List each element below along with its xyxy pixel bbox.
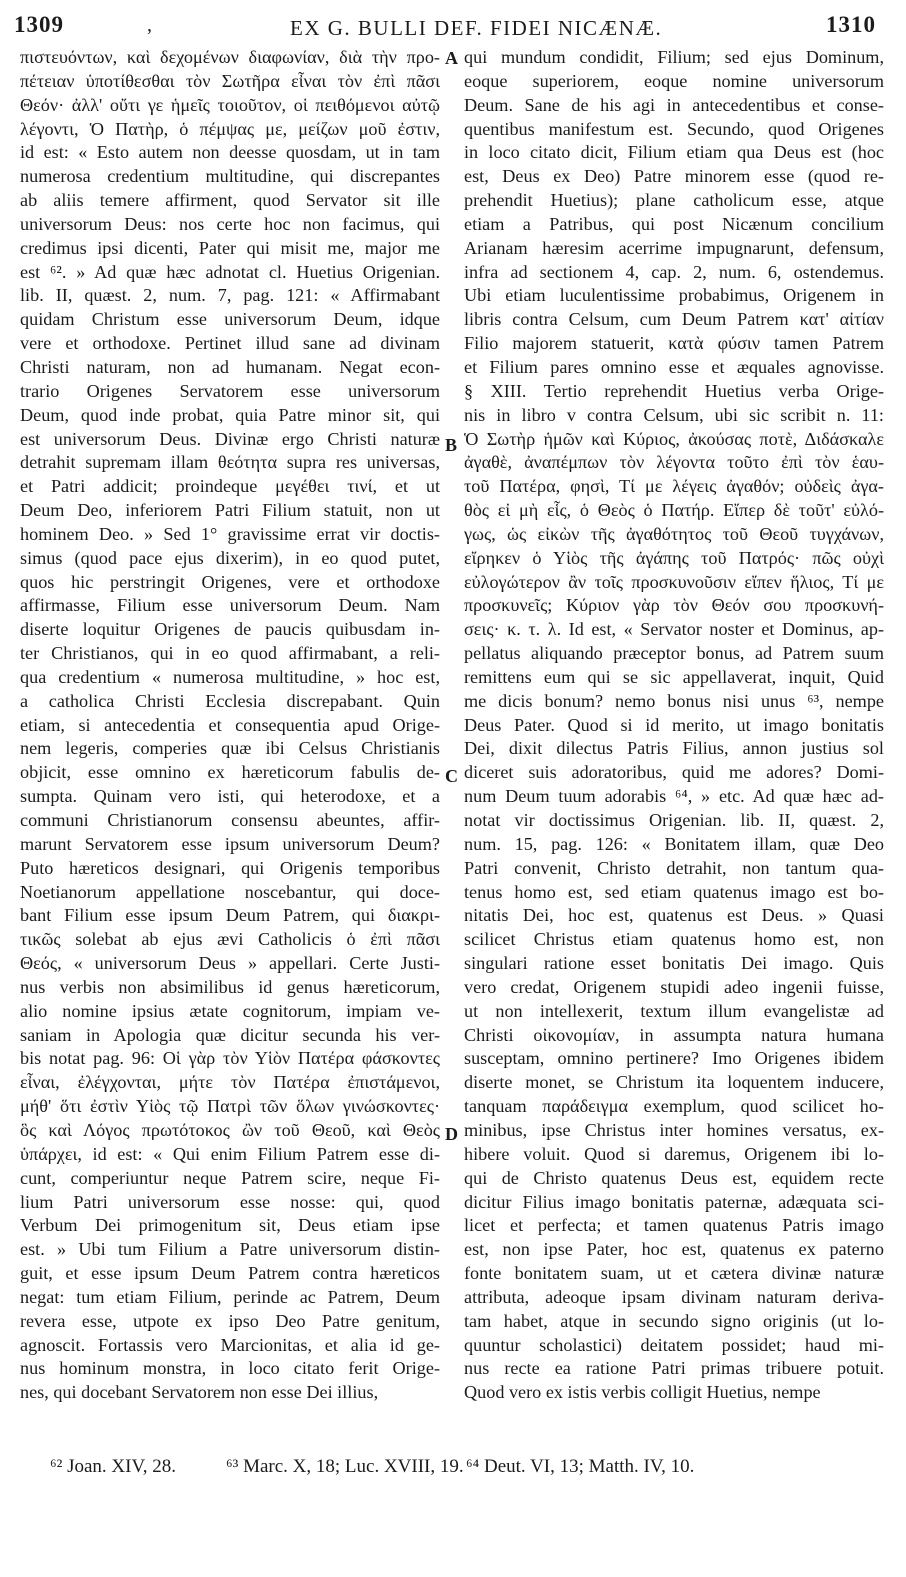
left-column-line: negat: tum etiam Filium, perinde ac Patrem, Deum	[20, 1286, 440, 1307]
left-column-line: qua credentium « numerosa multitudine, » hoc est,	[20, 666, 440, 687]
running-title: EX G. BULLI DEF. FIDEI NICÆNÆ.	[290, 16, 663, 40]
left-column-line: ὃς καὶ Λόγος πρωτότοκος ὢν τοῦ Θεοῦ, καὶ Θεὸς	[20, 1119, 440, 1140]
right-column-line: nitatis Dei, hoc est, quatenus est Deus. » Quasi	[464, 905, 884, 926]
right-column-line: singulari ratione esset bonitatis Dei imago. Quis	[464, 953, 884, 974]
left-column-line: τικῶς solebat ab ejus ævi Catholicis ὁ ἐπὶ πᾶσι	[20, 929, 440, 950]
right-column-line: τοῦ Πατέρα, φησὶ, Τί με λέγεις ἀγαθόν; οὐδεὶς ἀγα-	[464, 476, 884, 497]
left-column-line: diserte loquitur Origenes de paucis quibusdam in-	[20, 619, 440, 640]
right-column-line: remittens eum qui se sic appellaverat, inquit, Quid	[464, 666, 884, 687]
right-column-line: tenus homo est, sed etiam quatenus imago est bo-	[464, 881, 884, 902]
left-column-line: revera esse, utpote ex ipso Deo Patre genitum,	[20, 1310, 440, 1331]
right-column-line: ut non intellexerit, textum illum evangelistæ ad	[464, 1000, 884, 1021]
left-column-line: μήθ' ὅτι ἐστὶν Υἱὸς τῷ Πατρὶ τῶν ὅλων γινώσκοντες·	[20, 1096, 440, 1117]
header-mark: ,	[147, 14, 152, 36]
left-column-line: ab aliis temere affirment, quod Servator sit ille	[20, 190, 440, 211]
left-column-line: trario Origenes Servatorem esse universorum	[20, 380, 440, 401]
left-column-line: a catholica Christi Ecclesia discrepabant. Quin	[20, 690, 440, 711]
right-column-line: Christi οἰκονομίαν, in assumpta natura humana	[464, 1024, 884, 1045]
right-column-line: Patri convenit, Christo detrahit, non tantum qua-	[464, 857, 884, 878]
right-column-line: εἴρηκεν ὁ Υἱὸς τῆς ἀγάπης τοῦ Πατρός· πῶς οὐχὶ	[464, 547, 884, 568]
footnote-62: ⁶² Joan. XIV, 28.	[50, 1456, 176, 1477]
right-column-line: quentibus manifestum est. Secundo, quod Origenes	[464, 118, 884, 139]
right-column-line: qui mundum condidit, Filium; sed ejus Dominum,	[464, 47, 884, 67]
left-column-line: est ⁶². » Ad quæ hæc adnotat cl. Huetius Origenian.	[20, 261, 440, 282]
left-column-line: detrahit supremam illam θεότητα supra res universas,	[20, 452, 440, 473]
margin-letter-d: D	[445, 1124, 458, 1144]
right-column-line: σεις· κ. τ. λ. Id est, « Servator noster et Dominus, ap-	[464, 619, 884, 640]
right-column-line: dicitur Filius imago bonitatis paternæ, adæquata sci-	[464, 1191, 884, 1212]
right-column-line: hibere voluit. Quod si daremus, Origenem ibi lo-	[464, 1143, 884, 1164]
left-column-line: communi Christianorum consensu abeuntes, affir-	[20, 810, 440, 830]
left-column-line: hominem Deo. » Sed 1° gravissime errat vir doctis-	[20, 523, 440, 544]
left-column-line: guit, et esse ipsum Deum Patrem contra hæreticos	[20, 1263, 440, 1284]
right-column-line: eoque superiorem, eoque nomine universorum	[464, 70, 884, 91]
left-column-line: bis notat pag. 96: Οἱ γὰρ τὸν Υἱὸν Πατέρα φάσκοντες	[20, 1048, 440, 1069]
left-column-line: marunt Servatorem esse ipsum universorum Deum?	[20, 833, 440, 854]
left-column-line: objicit, esse omnino ex hæreticorum fabulis de-	[20, 762, 440, 783]
left-column-line: ὑπάρχει, id est: « Qui enim Filium Patrem esse di-	[20, 1143, 440, 1164]
right-column-line: γως, ὡς εἰκὼν τῆς ἀγαθότητος τοῦ Θεοῦ τυγχάνων,	[464, 523, 884, 544]
left-column-line: universorum Deus: nos certe hoc non facimus, qui	[20, 213, 440, 234]
right-column-line: qui de Christo quatenus Deus est, equidem recte	[464, 1167, 884, 1188]
left-column-line: sumpta. Quinam vero isti, qui heterodoxe, et a	[20, 786, 440, 807]
left-column-line: numerosa credentium multitudine, qui discrepantes	[20, 166, 440, 187]
right-column-line: προσκυνεῖς; Κύριον γὰρ τὸν Θεόν σου προσκυνή-	[464, 595, 884, 616]
left-column-line: Verbum Dei primogenitum sit, Deus etiam ipse	[20, 1215, 440, 1236]
right-column-line: Arianam hæresim acerrime impugnarunt, defensum,	[464, 237, 884, 258]
right-column-line: Dei, dixit dilectus Patris Filius, annon justius sol	[464, 738, 884, 759]
right-column-line: minibus, ipse Christus inter homines versatus, ex-	[464, 1119, 884, 1140]
right-column-line: ἀγαθὲ, ἀναπέμπων τὸν λέγοντα τοῦτο ἐπὶ τὸν ἑαυ-	[464, 452, 884, 473]
running-header	[0, 12, 906, 42]
left-column-line: nem legeris, comperies quæ ibi Celsus Christianis	[20, 738, 440, 759]
left-column-line: λέγοντι, Ὁ Πατὴρ, ὁ πέμψας με, μείζων μοῦ ἐστιν,	[20, 118, 440, 139]
right-column-line: nis in libro v contra Celsum, ubi sic scribit n. 11:	[464, 404, 884, 425]
right-column-line: εὐλογώτερον ἂν τοῖς προσκυνοῦσιν εἴπεν ἥλιος, Τί με	[464, 571, 884, 592]
right-column-line: Ὁ Σωτὴρ ἡμῶν καὶ Κύριος, ἀκούσας ποτὲ, Διδάσκαλε	[464, 428, 884, 449]
left-column-line: εἶναι, ἐλέγχονται, μήτε τὸν Πατέρα ἐπιστάμενοι,	[20, 1072, 440, 1093]
right-column-line: pellatus aliquando præceptor bonus, ad Patrem suum	[464, 643, 884, 664]
left-column-line: quos hic perstringit Origenes, vere et orthodoxe	[20, 571, 440, 592]
left-column-line: πιστευόντων, καὶ δεχομένων διαφωνίαν, διὰ τὴν προ-	[20, 47, 440, 67]
left-column-line: etiam, si antecedentia et consequentia apud Orige-	[20, 714, 440, 735]
left-column-line: Deum, quod inde probat, quia Patre minor sit, qui	[20, 404, 440, 425]
page-number-left: 1309	[14, 12, 64, 37]
margin-letter-b: B	[445, 435, 458, 455]
right-column-line: nus recte ea ratione Patri primas tribuere potuit.	[464, 1358, 884, 1379]
left-column-line: πέτειαν ὑποτίθεσθαι τὸν Σωτῆρα εἶναι τὸν ἐπὶ πᾶσι	[20, 70, 440, 91]
left-column-line: quidam Christum esse universorum Deum, idque	[20, 309, 440, 330]
left-column-line: nes, qui docebant Servatorem non esse Dei illius,	[20, 1382, 379, 1403]
right-column-line: est, Deus ex Deo) Patre minorem esse (quod re-	[464, 166, 884, 187]
left-column-line: nus verbis non absimilibus id genus hæreticorum,	[20, 976, 440, 997]
left-column-line: id est: « Esto autem non deesse quosdam, ut in tam	[20, 142, 440, 163]
right-column-line: me dicis bonum? nemo bonus nisi unus ⁶³, nempe	[464, 690, 884, 711]
right-column-line: Filio majorem statuerit, κατὰ φύσιν tamen Patrem	[464, 333, 884, 354]
right-column-line: num. 15, pag. 126: « Bonitatem illam, quæ Deo	[464, 833, 884, 854]
left-column-line: et Patri addicit; proindeque μεγέθει τινί, et ut	[20, 476, 440, 497]
right-column-line: num Deum tuum adorabis ⁶⁴, » etc. Ad quæ hæc ad-	[464, 786, 884, 807]
right-column-line: est, non ipse Pater, hoc est, quatenus ex paterno	[464, 1239, 884, 1260]
right-column-line: libris contra Celsum, cum Deum Patrem κατ' αἰτίαν	[464, 309, 884, 330]
left-column-line: bant Filium esse ipsum Deum Patrem, qui διακρι-	[20, 905, 440, 926]
left-column	[20, 46, 440, 1405]
page-number-right: 1310	[826, 12, 876, 37]
left-column-line: agnoscit. Fortassis vero Marcionitas, et alia id ge-	[20, 1334, 440, 1355]
right-column-line: quuntur scholastici) deitatem possidet; haud mi-	[464, 1334, 884, 1355]
left-column-line: lib. II, quæst. 2, num. 7, pag. 121: « Affirmabant	[20, 285, 440, 306]
left-column-line: est universorum Deus. Divinæ ergo Christi naturæ	[20, 428, 440, 449]
left-column-line: lium Patri universorum esse nosse: qui, quod	[20, 1191, 440, 1212]
left-column-line: alio nomine ipsius ætate cognitorum, impiam ve-	[20, 1000, 440, 1021]
right-column-line: fonte bonitatem suam, ut et cætera divinæ naturæ	[464, 1263, 884, 1284]
right-column-line: susceptam, omnino pertinere? Imo Origenes ibidem	[464, 1048, 884, 1069]
right-column-line: diserte monet, se Christum ita loquentem inducere,	[464, 1072, 884, 1093]
left-column-line: Noetianorum appellatione noscebantur, qui doce-	[20, 881, 440, 902]
left-column-line: simus (quod pace ejus dixerim), in eo quod putet,	[20, 547, 440, 568]
right-column-line: tam habet, atque in secundo signo originis (ut lo-	[464, 1310, 884, 1331]
right-column-line: licet et perfecta; et tamen quatenus Patris imago	[464, 1215, 884, 1236]
right-column-line: notat vir doctissimus Origenian. lib. II, quæst. 2,	[464, 810, 884, 830]
left-column-line: cunt, comperiuntur neque Patrem scire, neque Fi-	[20, 1167, 440, 1188]
right-column-line: prehendit Huetius); plane catholicum esse, atque	[464, 190, 884, 211]
right-column-line: attributa, adeoque ipsam divinam naturam deriva-	[464, 1286, 884, 1307]
right-column-line: § XIII. Tertio reprehendit Huetius verba Orige-	[464, 380, 884, 401]
left-column-line: Deum Deo, inferiorem Patri Filium statuit, non ut	[20, 500, 440, 521]
right-column-line: scilicet Christus etiam quatenus homo est, non	[464, 929, 884, 950]
margin-letter-c: C	[445, 766, 458, 786]
left-column-line: ter Christianos, qui in eo quod affirmabant, a reli-	[20, 643, 440, 664]
left-column-line: Θεός, « universorum Deus » appellari. Certe Justi-	[20, 953, 440, 974]
margin-letter-a: A	[445, 48, 458, 68]
left-column-line: est. » Ubi tum Filium a Patre universorum distin-	[20, 1239, 440, 1260]
right-column-line: infra ad sectionem 4, cap. 2, num. 6, ostendemus.	[464, 261, 884, 282]
right-column-line: Deum. Sane de his agi in antecedentibus et conse-	[464, 94, 884, 115]
right-column-line: in loco citato dicit, Filium etiam qua Deus est (hoc	[464, 142, 884, 163]
right-column-line: Deus Pater. Quod si id merito, ut imago bonitatis	[464, 714, 884, 735]
left-column-line: Θεόν· ἀλλ' οὔτι γε ἡμεῖς τοιοῦτον, οἱ πειθόμενοι αὐτῷ	[20, 94, 440, 115]
left-column-line: saniam in Apologia quæ dicitur secunda his ver-	[20, 1024, 440, 1045]
right-column-line: diceret suis adoratoribus, quid me adores? Domi-	[464, 762, 884, 783]
footnote-63: ⁶³ Marc. X, 18; Luc. XVIII, 19.	[226, 1456, 464, 1477]
right-column-line: etiam a Patribus, qui post Nicænum concilium	[464, 213, 884, 234]
right-column-line: Ubi etiam luculentissime probabimus, Origenem in	[464, 285, 884, 306]
right-column-line: tanquam παράδειγμα exemplum, quod scilicet ho-	[464, 1096, 884, 1117]
left-column-line: nus hominum monstra, in loco citato ferit Orige-	[20, 1358, 440, 1379]
left-column-line: Puto hæreticos designari, qui Origenis temporibus	[20, 857, 440, 878]
right-column-line: θὸς εἰ μὴ εἷς, ὁ Θεὸς ὁ Πατήρ. Εἴπερ δὲ τοῦτ' εὐλό-	[464, 500, 884, 521]
footnote-64: ⁶⁴ Deut. VI, 13; Matth. IV, 10.	[466, 1456, 695, 1477]
left-column-line: credimus ipsi dicenti, Pater qui misit me, major me	[20, 237, 440, 258]
left-column-line: affirmasse, Filium esse universorum Deum. Nam	[20, 595, 440, 616]
right-column-line: Quod vero ex istis verbis colligit Huetius, nempe	[464, 1382, 821, 1403]
right-column-line: vero credat, Origenem stupidi adeo ingenii fuisse,	[464, 976, 884, 997]
right-column-line: et Filium pares omnino esse et æquales agnovisse.	[464, 356, 884, 377]
left-column-line: Christi naturam, non ad humanam. Negat econ-	[20, 356, 440, 377]
left-column-line: vere et orthodoxe. Pertinet illud sane ad divinam	[20, 333, 440, 354]
right-column	[464, 46, 884, 1405]
